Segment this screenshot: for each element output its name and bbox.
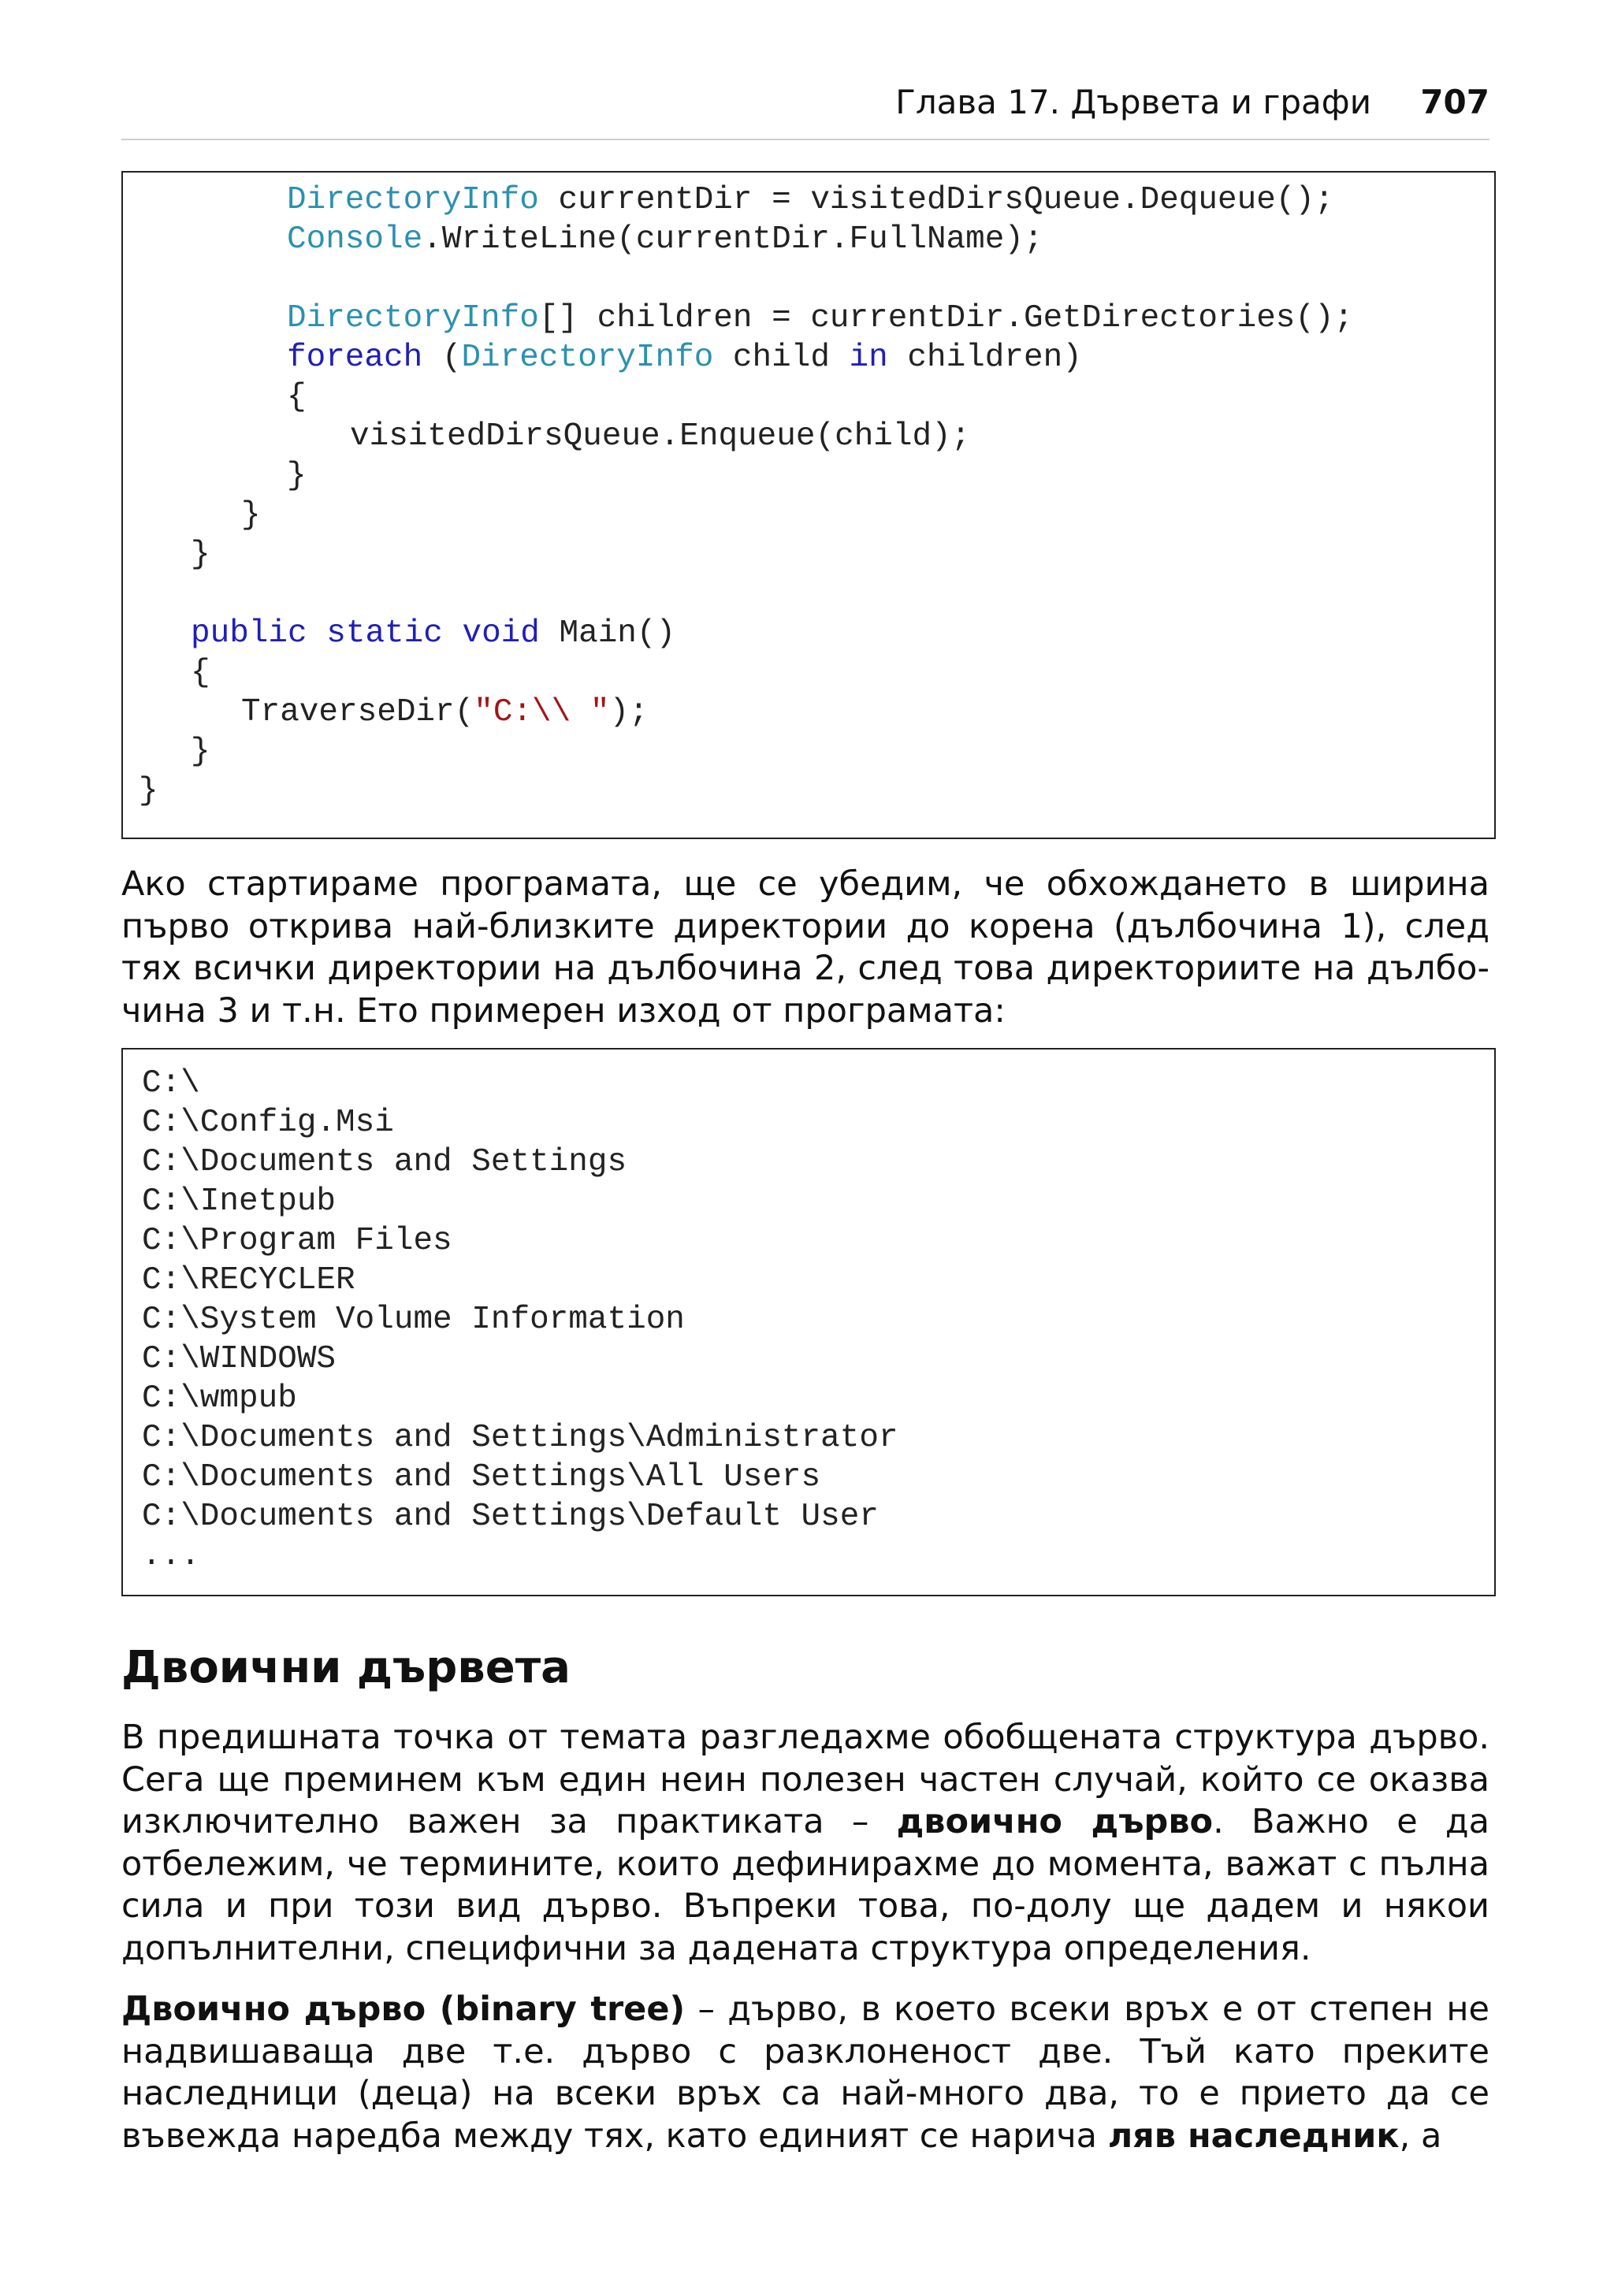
code-line (241, 496, 261, 535)
code-line (287, 180, 1334, 220)
code-token: DirectoryInfo (287, 300, 539, 336)
code-line (350, 417, 970, 456)
output-line: C:\ (142, 1065, 200, 1102)
output-line: ... (142, 1538, 200, 1574)
output-line: C:\Documents and Settings\Default User (142, 1499, 879, 1535)
paragraph-binary-tree-definition (121, 1989, 1489, 2157)
code-listing (121, 171, 1496, 839)
code-line (191, 653, 210, 693)
code-token: TraverseDir( (241, 694, 474, 730)
page-number: 707 (1420, 83, 1489, 121)
code-token: in (849, 340, 888, 376)
code-token (307, 615, 327, 652)
code-token: } (191, 537, 210, 573)
section-heading: Двоични дървета (121, 1642, 571, 1693)
code-line (287, 299, 1353, 338)
bold-term: Двоично дърво (binary tree) (121, 1989, 686, 2029)
code-token: .WriteLine(currentDir.FullName); (422, 221, 1043, 258)
code-line (287, 456, 307, 496)
code-token: foreach (287, 340, 423, 376)
code-token: public (191, 615, 307, 652)
output-line: C:\WINDOWS (142, 1341, 337, 1377)
output-line: C:\wmpub (142, 1380, 297, 1417)
code-line (139, 771, 158, 811)
paragraph-text: , а (1399, 2116, 1442, 2156)
code-token: { (287, 379, 307, 415)
code-line (287, 338, 1082, 377)
code-token: } (241, 497, 261, 533)
output-line: C:\Program Files (142, 1223, 452, 1259)
page-header (121, 79, 1489, 142)
output-line: C:\Documents and Settings (142, 1144, 627, 1180)
code-token: child (713, 340, 850, 376)
output-line: C:\Documents and Settings\All Users (142, 1459, 821, 1495)
paragraph-bfs-output-intro: Ако стартираме програмата, ще се убедим, че обхождането в ширина първо открива най-близките директории до корена (дълбочина 1), след тях всички директории на дълбочина 2, след това директориите на дълбо-чина 3 и т.н. Ето примерен изход от програмата: (121, 864, 1489, 1031)
code-token: Console (287, 221, 423, 258)
code-token: } (191, 734, 210, 770)
header-rule (121, 139, 1489, 140)
code-token: DirectoryInfo (461, 340, 714, 376)
code-token: static (326, 615, 443, 652)
code-line (191, 732, 210, 771)
code-line (241, 693, 649, 732)
code-token: } (139, 773, 158, 809)
code-token: ); (609, 694, 649, 730)
code-token: Main() (539, 615, 676, 652)
paragraph-binary-tree-intro (121, 1717, 1489, 1970)
code-token: visitedDirsQueue.Enqueue(child); (350, 418, 971, 455)
bold-term: ляв наследник (1107, 2116, 1400, 2156)
output-line: C:\System Volume Information (142, 1302, 685, 1338)
code-token: { (191, 655, 210, 691)
code-line (191, 535, 210, 574)
paragraph-text: . Важно е да отбележим, че термините, които дефинирахме до момента, важат с пълна сила и при този вид дърво. Въпреки това, по-долу ще дадем и някои допълнителни, специфични за дадената структура определения. (121, 1802, 1490, 1968)
code-token: currentDir = visitedDirsQueue.Dequeue(); (538, 182, 1334, 218)
code-line (287, 377, 307, 417)
output-line: C:\Documents and Settings\Administrator (142, 1420, 898, 1456)
code-token: DirectoryInfo (287, 182, 539, 218)
code-token: [] children = currentDir.GetDirectories(); (538, 300, 1354, 336)
bold-term: двоично дърво (896, 1802, 1214, 1841)
code-token: ( (422, 340, 462, 376)
code-line (191, 614, 675, 653)
code-line (287, 220, 1043, 259)
code-token: } (287, 458, 307, 494)
paragraph-text: – дърво, в което всеки връх е от степен не надвишаваща две т.е. дърво с разклоненост две. Тъй като преките наследници (деца) на всеки връх са най-много два, то е прието да се въвежда наредба между тях, като единият се нарича (121, 1989, 1489, 2156)
code-token: "C:\\ " (474, 694, 610, 730)
program-output-listing (121, 1048, 1496, 1596)
output-line: C:\Config.Msi (142, 1105, 394, 1141)
output-line: C:\Inetpub (142, 1183, 337, 1220)
code-token (443, 615, 463, 652)
code-token: children) (887, 340, 1082, 376)
chapter-title: Глава 17. Дървета и графи (895, 83, 1371, 121)
code-token: void (462, 615, 540, 652)
output-line: C:\RECYCLER (142, 1262, 355, 1298)
paragraph-text: В предишната точка от темата разгледахме обобщената структура дърво. Сега ще преминем към един неин полезен частен случай, който се оказва изключително важен за практиката – (121, 1718, 1489, 1841)
